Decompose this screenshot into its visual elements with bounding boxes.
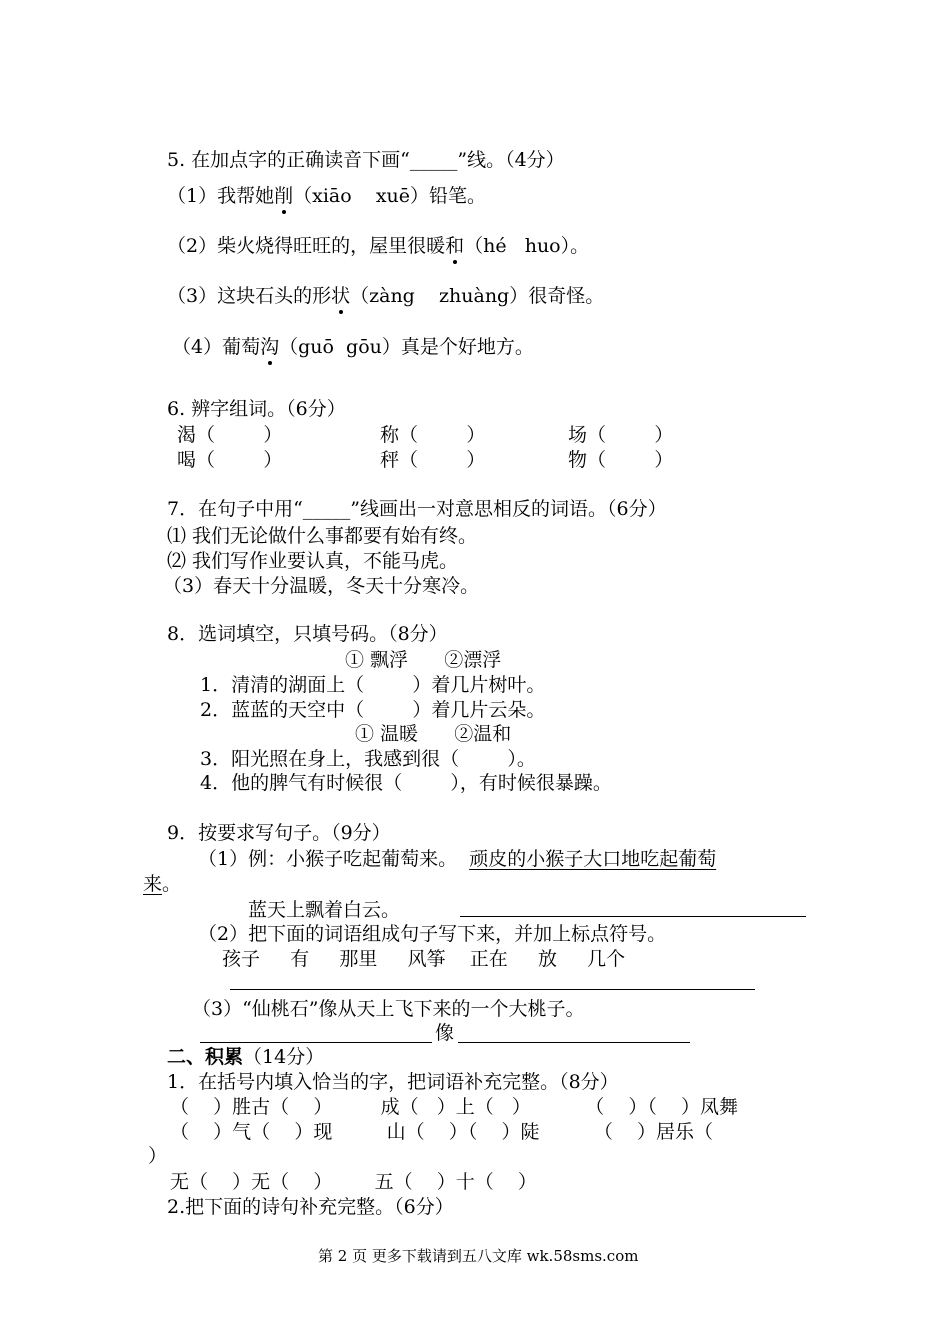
q8-title: 8．选词填空，只填号码。（8分） — [167, 623, 448, 645]
q7-title: 7．在句子中用“_____”线画出一对意思相反的词语。（6分） — [167, 498, 667, 520]
dotted-char: 和 — [445, 235, 465, 257]
q8-options-2: ① 温暖 ②温和 — [355, 723, 512, 745]
q8-sentence-1: 1．清清的湖面上（ ）着几片树叶。 — [200, 674, 546, 696]
q8-sentence-3: 3．阳光照在身上，我感到很（ ）。 — [200, 748, 536, 770]
q9-prompt-1: 蓝天上飘着白云。 — [248, 899, 401, 921]
sec2-q1: 1．在括号内填入恰当的字，把词语补充完整。（8分） — [167, 1071, 619, 1093]
q6-title: 6. 辨字组词。（6分） — [167, 398, 346, 420]
sec2-row-1: （ ）胜古（ ） 成（ ）上（ ） （ ）（ ）凤舞 — [170, 1096, 739, 1118]
q7-item-2: ⑵ 我们写作业要认真，不能马虎。 — [167, 550, 459, 572]
q6-cell: 秤（ ） — [380, 449, 486, 471]
q9-item-3: （3）“仙桃石”像从天上飞下来的一个大桃子。 — [192, 998, 585, 1020]
q9-words: 孩子 有 那里 风筝 正在 放 几个 — [222, 948, 626, 970]
sec2-row-2: （ ）气（ ）现 山（ ）（ ）陡 （ ）居乐（ — [170, 1121, 714, 1143]
q8-sentence-2: 2．蓝蓝的天空中（ ）着几片云朵。 — [200, 699, 546, 721]
sec2-row-3: 无（ ）无（ ） 五（ ）十（ ） — [170, 1171, 537, 1193]
dotted-char: 削 — [274, 185, 294, 207]
answer-line — [230, 989, 755, 990]
example-answer: 顽皮的小猴子大口地吃起葡萄 — [469, 848, 717, 870]
q5-title: 5. 在加点字的正确读音下画“_____”线。（4分） — [167, 149, 565, 171]
dotted-char: 状 — [331, 285, 351, 307]
q9-item-2: （2）把下面的词语组成句子写下来，并加上标点符号。 — [198, 923, 667, 945]
q5-item-4: （4）葡萄沟（guō gōu）真是个好地方。 — [172, 336, 534, 358]
answer-line — [458, 1042, 690, 1043]
q9-title: 9．按要求写句子。（9分） — [167, 822, 391, 844]
dotted-char: 沟 — [260, 336, 280, 358]
sec2-q2: 2.把下面的诗句补充完整。（6分） — [167, 1196, 454, 1218]
section-2-heading: 二、积累（14分） — [167, 1046, 325, 1068]
q8-options-1: ① 飘浮 ②漂浮 — [345, 649, 502, 671]
q6-cell: 喝（ ） — [177, 449, 283, 471]
q7-item-3: （3）春天十分温暖，冬天十分寒冷。 — [163, 575, 480, 597]
q9-example-end: 来。 — [143, 873, 182, 895]
answer-line — [460, 916, 806, 917]
q6-cell: 物（ ） — [568, 449, 674, 471]
q9-example: （1）例：小猴子吃起葡萄来。 顽皮的小猴子大口地吃起葡萄 — [198, 848, 717, 870]
q7-item-1: ⑴ 我们无论做什么事都要有始有终。 — [167, 525, 478, 547]
q6-cell: 渴（ ） — [177, 424, 283, 446]
answer-line — [200, 1042, 432, 1043]
q5-item-2: （2）柴火烧得旺旺的，屋里很暖和（hé huo）。 — [167, 235, 590, 257]
q9-xiang: 像 — [435, 1022, 455, 1044]
q6-cell: 场（ ） — [568, 424, 674, 446]
q5-item-1: （1）我帮她削（xiāo xuē）铅笔。 — [167, 185, 487, 207]
q6-cell: 称（ ） — [380, 424, 486, 446]
sec2-row-2-end: ） — [148, 1145, 168, 1167]
q5-item-3: （3）这块石头的形状（zàng zhuàng）很奇怪。 — [167, 285, 605, 307]
q8-sentence-4: 4．他的脾气有时候很（ ），有时候很暴躁。 — [200, 772, 612, 794]
page-footer: 第 2 页 更多下载请到五八文库 wk.58sms.com — [318, 1247, 639, 1265]
